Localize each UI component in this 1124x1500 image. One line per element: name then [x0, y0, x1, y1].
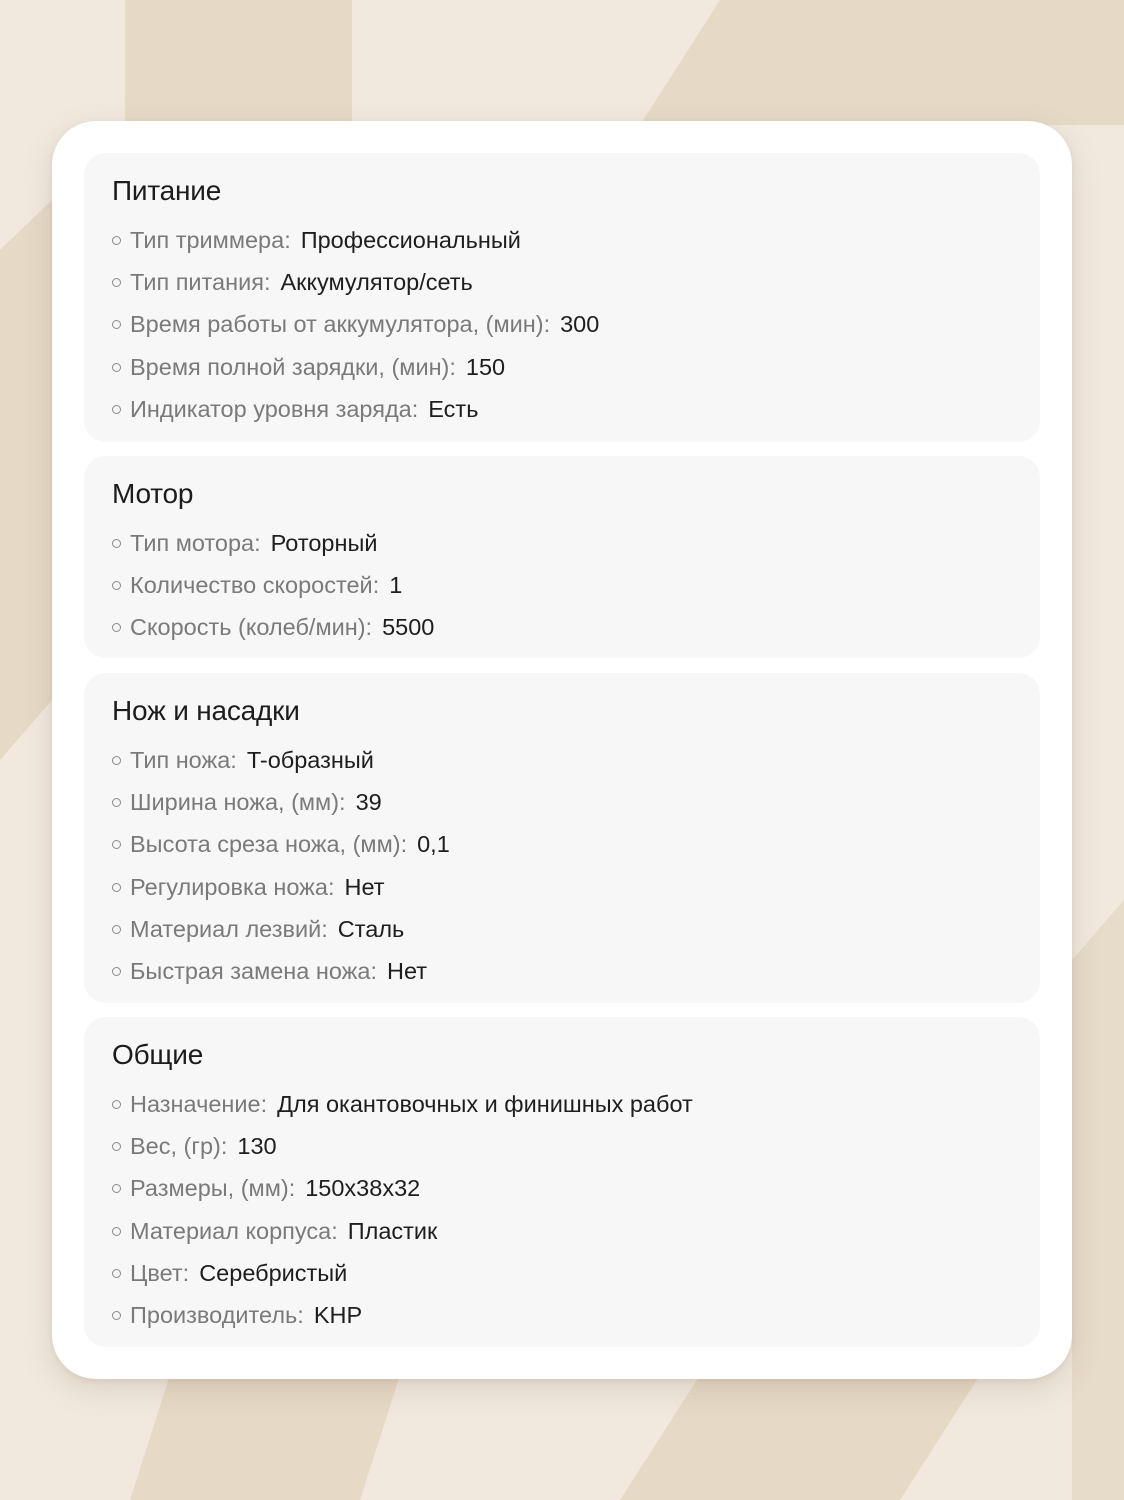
bullet-icon	[112, 925, 121, 934]
bullet-icon	[112, 967, 121, 976]
spec-value: Для окантовочных и финишных работ	[277, 1091, 693, 1117]
spec-item: Быстрая замена ножа : Нет	[112, 953, 450, 995]
spec-value: Есть	[428, 395, 479, 422]
spec-item: Высота среза ножа, (мм) : 0,1	[112, 826, 450, 868]
spec-item: Тип питания : Аккумулятор/сеть	[112, 264, 599, 306]
spec-label: Время полной зарядки, (мин)	[130, 353, 450, 380]
spec-item: Тип ножа : T-образный	[112, 742, 450, 784]
spec-label: Производитель	[130, 1301, 298, 1328]
spec-item: Тип триммера : Профессиональный	[112, 222, 599, 264]
spec-label: Тип питания	[130, 269, 264, 296]
spec-label: Тип триммера	[130, 227, 285, 253]
spec-value: KHP	[313, 1301, 363, 1328]
bullet-icon	[112, 363, 121, 372]
bullet-icon	[112, 756, 121, 765]
spec-label: Тип ножа	[130, 747, 231, 773]
spec-item: Регулировка ножа : Нет	[112, 869, 450, 911]
bullet-icon	[112, 320, 121, 329]
spec-item: Тип мотора : Роторный	[112, 525, 434, 567]
spec-list	[112, 525, 434, 652]
spec-label: Скорость (колеб/мин)	[130, 614, 366, 641]
spec-label: Ширина ножа, (мм)	[130, 789, 340, 816]
spec-label: Тип мотора	[130, 530, 255, 556]
section-blade	[84, 673, 1040, 1003]
spec-label: Размеры, (мм)	[130, 1175, 289, 1202]
spec-value: 5500	[382, 614, 435, 641]
section-title: Общие	[112, 1039, 204, 1070]
spec-label: Цвет	[130, 1259, 183, 1286]
spec-item: Производитель : KHP	[112, 1297, 693, 1339]
spec-value: 0,1	[417, 831, 450, 858]
bullet-icon	[112, 1311, 121, 1320]
spec-label: Высота среза ножа, (мм)	[130, 831, 401, 858]
section-power	[84, 153, 1040, 442]
bullet-icon	[112, 278, 121, 287]
bullet-icon	[112, 1100, 121, 1109]
spec-value: 150	[465, 353, 506, 380]
bullet-icon	[112, 623, 121, 632]
spec-value: Нет	[344, 873, 385, 900]
spec-item: Материал корпуса : Пластик	[112, 1213, 693, 1255]
spec-label: Вес, (гр)	[130, 1133, 221, 1160]
bullet-icon	[112, 840, 121, 849]
spec-label: Назначение	[130, 1091, 261, 1117]
bullet-icon	[112, 798, 121, 807]
spec-value: Профессиональный	[300, 227, 521, 253]
spec-label: Материал лезвий	[130, 915, 322, 942]
spec-value: 130	[237, 1133, 277, 1160]
spec-value: T-образный	[246, 747, 374, 773]
bullet-icon	[112, 883, 121, 892]
spec-label: Индикатор уровня заряда	[130, 395, 412, 422]
bullet-icon	[112, 405, 121, 414]
spec-value: Серебристый	[199, 1259, 348, 1286]
spec-item: Скорость (колеб/мин) : 5500	[112, 609, 434, 651]
bullet-icon	[112, 236, 121, 245]
spec-item: Время полной зарядки, (мин) : 150	[112, 349, 599, 391]
spec-value: 39	[355, 789, 382, 816]
bullet-icon	[112, 1142, 121, 1151]
spec-label: Регулировка ножа	[130, 873, 328, 900]
spec-value: 1	[389, 572, 403, 599]
spec-item: Время работы от аккумулятора, (мин) : 300	[112, 306, 599, 348]
bullet-icon	[112, 1269, 121, 1278]
spec-value: Роторный	[270, 530, 378, 556]
spec-item: Индикатор уровня заряда : Есть	[112, 391, 599, 433]
bullet-icon	[112, 539, 121, 548]
spec-item: Количество скоростей : 1	[112, 567, 434, 609]
spec-value: Аккумулятор/сеть	[280, 269, 473, 296]
spec-item: Вес, (гр) : 130	[112, 1128, 693, 1170]
spec-label: Быстрая замена ножа	[130, 957, 371, 984]
spec-value: Сталь	[337, 915, 405, 942]
spec-item: Ширина ножа, (мм) : 39	[112, 784, 450, 826]
section-title: Питание	[112, 175, 222, 206]
spec-item: Цвет : Серебристый	[112, 1255, 693, 1297]
spec-label: Время работы от аккумулятора, (мин)	[130, 311, 544, 338]
spec-value: 150x38x32	[305, 1175, 421, 1202]
section-title: Нож и насадки	[112, 695, 300, 726]
spec-list	[112, 742, 450, 995]
section-general	[84, 1017, 1040, 1347]
section-motor	[84, 456, 1040, 658]
bullet-icon	[112, 1184, 121, 1193]
spec-value: 300	[560, 311, 600, 338]
spec-list	[112, 222, 599, 433]
spec-label: Материал корпуса	[130, 1217, 332, 1244]
bullet-icon	[112, 1227, 121, 1236]
spec-value: Пластик	[347, 1217, 438, 1244]
spec-item: Материал лезвий : Сталь	[112, 911, 450, 953]
section-title: Мотор	[112, 478, 194, 509]
spec-list	[112, 1086, 693, 1339]
bullet-icon	[112, 581, 121, 590]
spec-item: Назначение : Для окантовочных и финишных работ	[112, 1086, 693, 1128]
spec-value: Нет	[386, 957, 428, 984]
spec-item: Размеры, (мм) : 150x38x32	[112, 1170, 693, 1212]
spec-label: Количество скоростей	[130, 572, 373, 599]
